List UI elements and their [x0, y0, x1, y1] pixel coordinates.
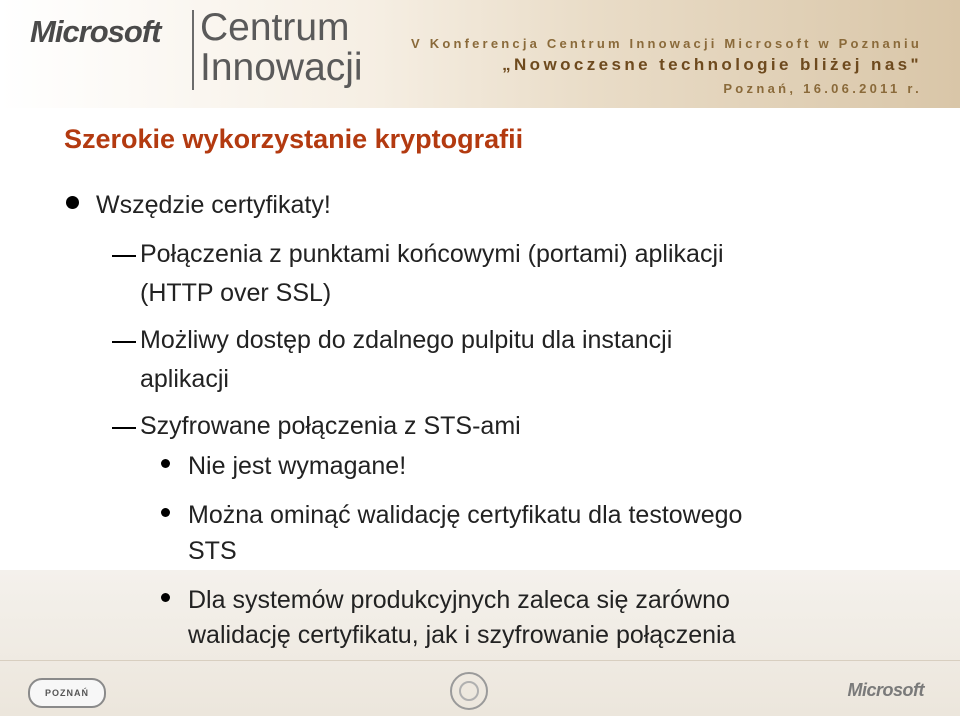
university-seal-icon: [450, 672, 488, 710]
sub-1-line-1: Połączenia z punktami końcowymi (portami) aplikacji: [140, 240, 724, 268]
slide-title: Szerokie wykorzystanie kryptografii: [64, 124, 524, 154]
bullet-dot: [66, 196, 79, 209]
sub-2-line-1: Możliwy dostęp do zdalnego pulpitu dla instancji: [140, 326, 673, 354]
bullet-1-text: Wszędzie certyfikaty!: [96, 191, 331, 219]
sub-3-item-3-line-1: Dla systemów produkcyjnych zaleca się zarówno: [188, 586, 730, 614]
microsoft-logo: Microsoft: [30, 14, 161, 49]
bullet-dot-small: [161, 459, 170, 468]
centrum-line-2: Innowacji: [200, 46, 363, 89]
dash-marker: [112, 427, 136, 429]
sub-1-line-2: (HTTP over SSL): [140, 279, 332, 307]
conference-motto: „Nowoczesne technologie bliżej nas": [502, 55, 922, 74]
sub-3-item-2-line-1: Można ominąć walidację certyfikatu dla testowego: [188, 501, 743, 529]
conference-name: V Konferencja Centrum Innowacji Microsoft w Poznaniu: [411, 36, 922, 51]
centrum-innowacji-logo: [200, 8, 363, 88]
sub-3-item-3-line-2: walidację certyfikatu, jak i szyfrowanie połączenia: [188, 621, 736, 649]
sub-3-item-1-line-1: Nie jest wymagane!: [188, 452, 407, 480]
bullet-dot-small: [161, 593, 170, 602]
conference-info: [411, 36, 922, 96]
dash-marker: [112, 341, 136, 343]
sub-3-text: Szyfrowane połączenia z STS-ami: [140, 412, 521, 440]
dash-marker: [112, 255, 136, 257]
centrum-line-1: Centrum: [200, 6, 350, 49]
microsoft-footer-logo: Microsoft: [847, 680, 924, 700]
sub-3-item-2-line-2: STS: [188, 537, 237, 565]
poznan-logo: POZNAŃ: [28, 678, 106, 708]
slide-header: [0, 0, 960, 108]
sub-2-line-2: aplikacji: [140, 365, 229, 393]
conference-date: Poznań, 16.06.2011 r.: [723, 81, 922, 96]
header-divider: [192, 10, 194, 90]
footer-rule: [0, 660, 960, 661]
bullet-dot-small: [161, 508, 170, 517]
